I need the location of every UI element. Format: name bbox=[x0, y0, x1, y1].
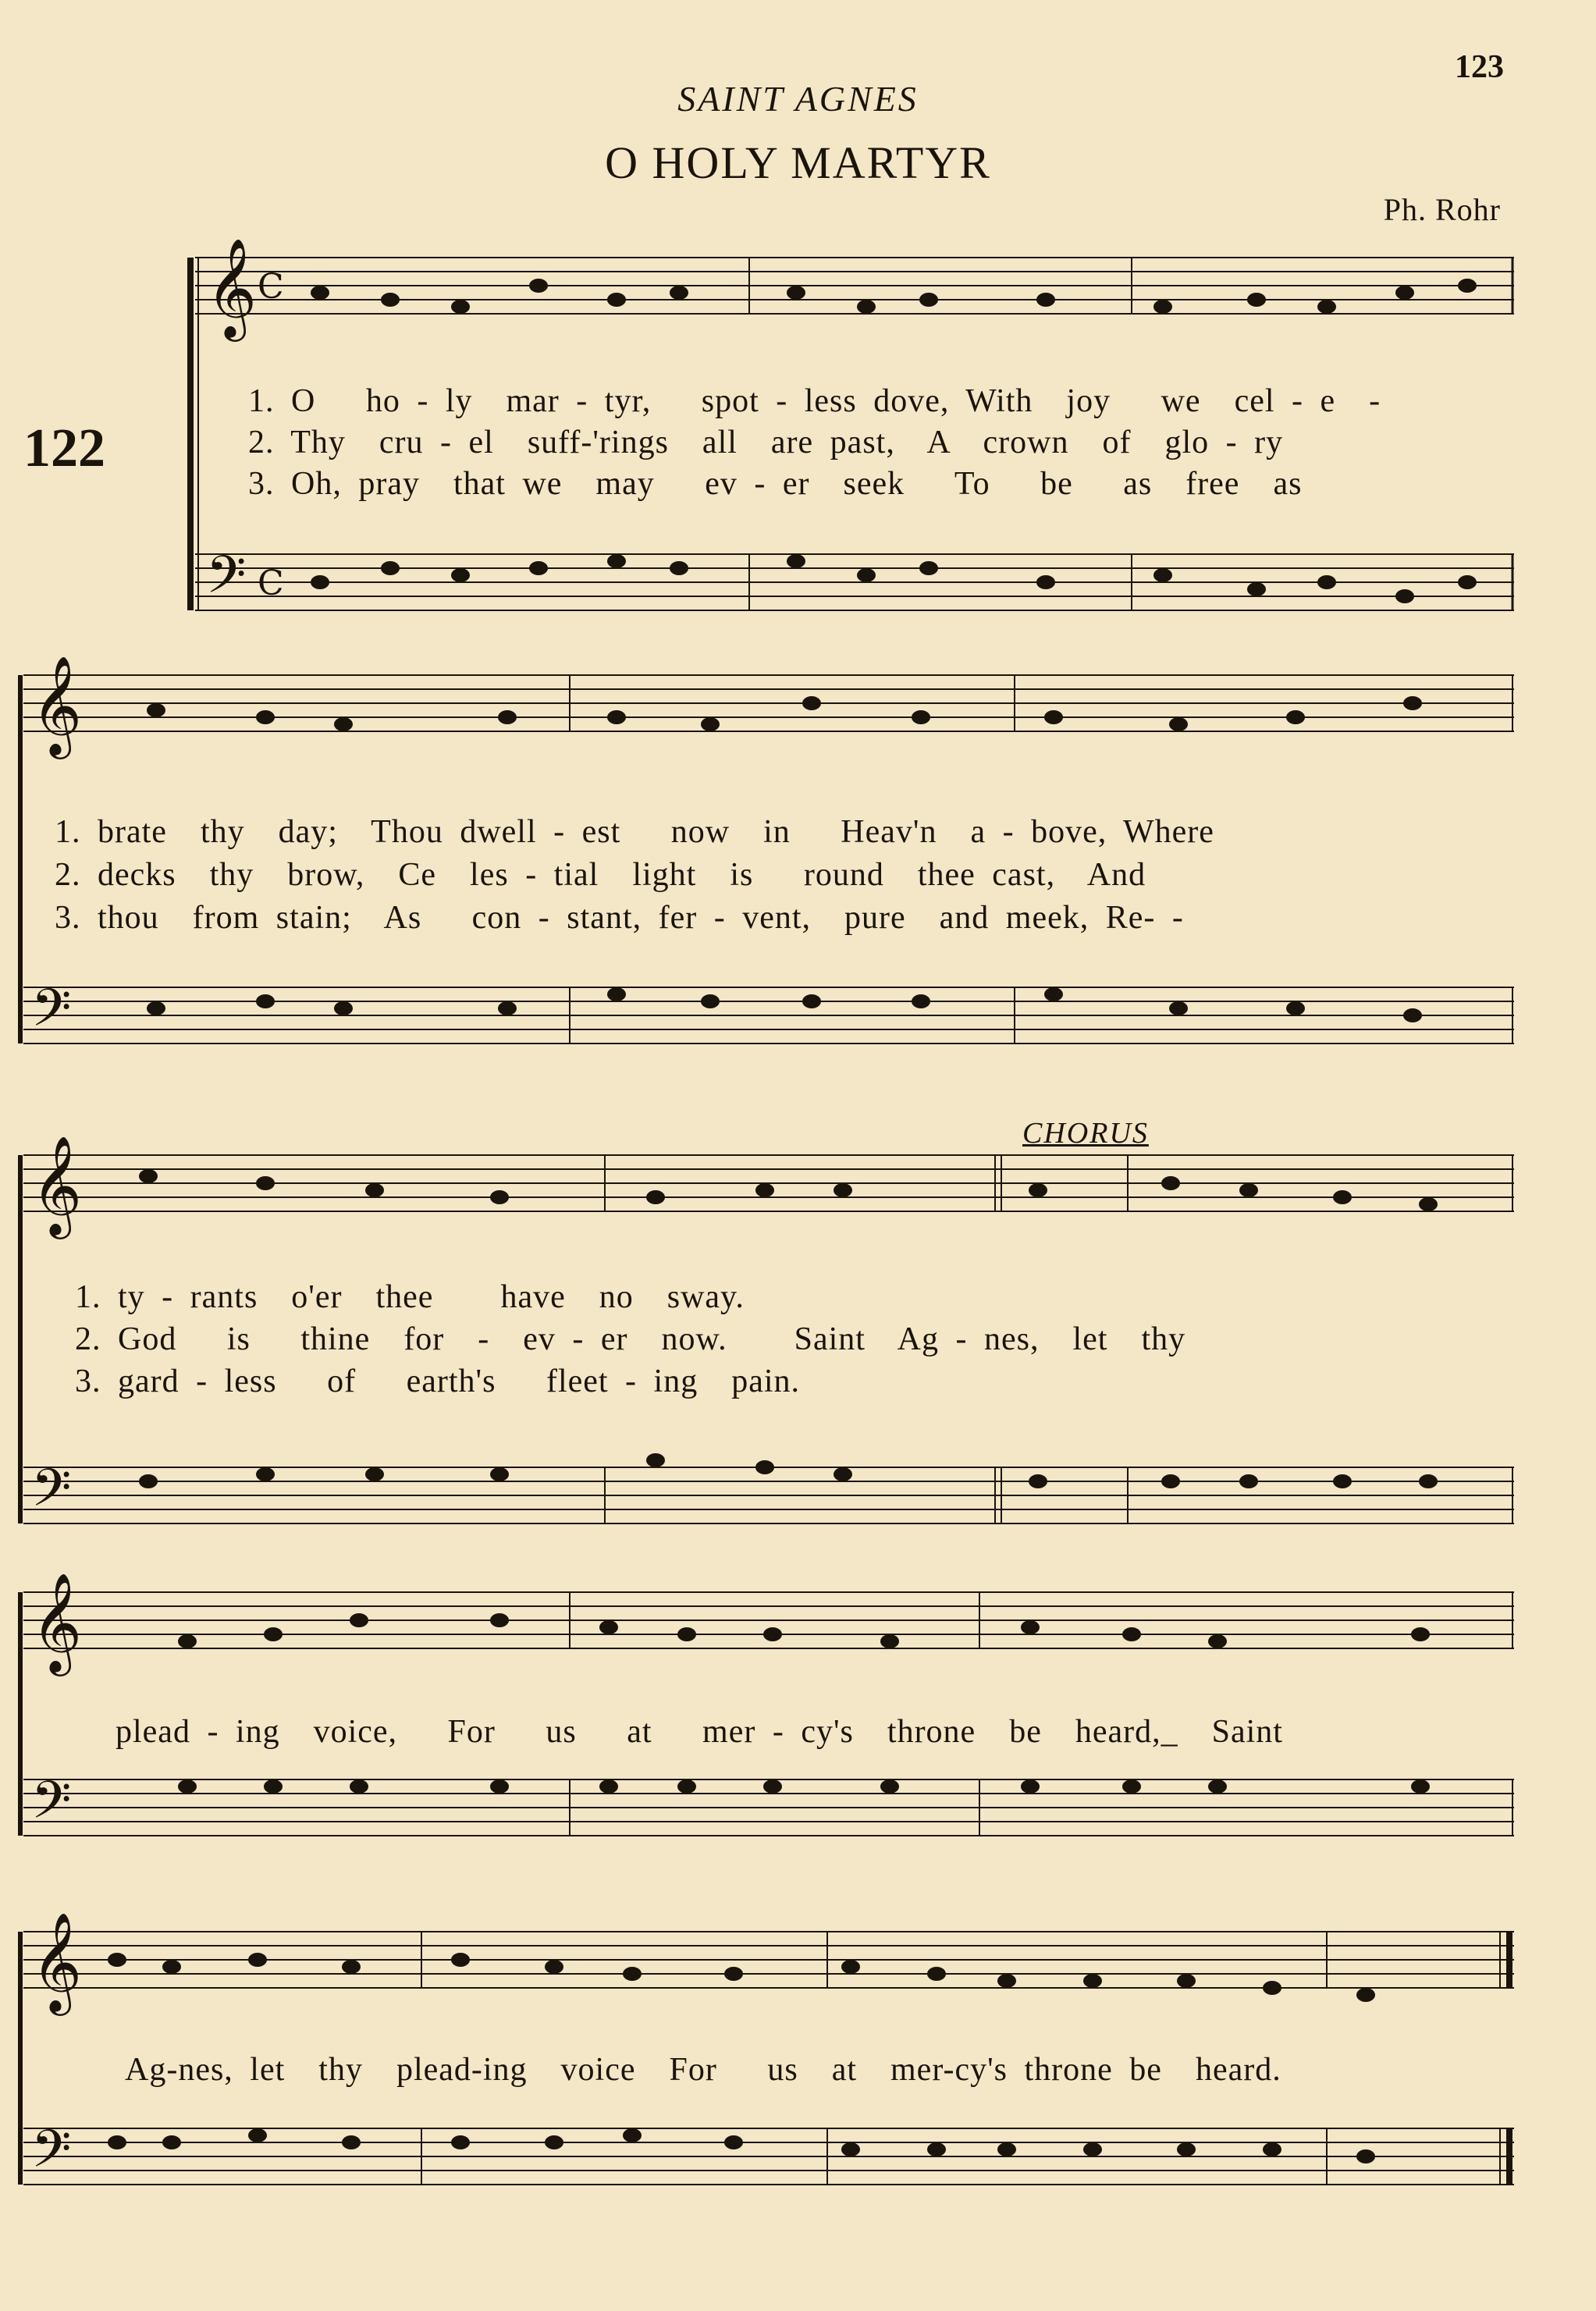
lyric-line-1: Ag-nes, let thy plead-ing voice For us at mer-cy's throne be heard. bbox=[125, 2052, 1281, 2088]
lyric-line-2: 2. Thy cru - el suff-'rings all are past, A crown of glo - ry bbox=[248, 425, 1284, 460]
svg-text:𝄞: 𝄞 bbox=[31, 1911, 83, 2011]
tune-name: SAINT AGNES bbox=[677, 79, 919, 119]
lyric-line-1: 1. brate thy day; Thou dwell - est now in Heav'n a - bove, Where bbox=[55, 814, 1214, 850]
lyric-line-2: 2. God is thine for - ev - er now. Saint Ag - nes, let thy bbox=[75, 1321, 1186, 1357]
lyric-line-1: plead - ing voice, For us at mer - cy's throne be heard,_ Saint bbox=[116, 1714, 1283, 1750]
svg-text:C: C bbox=[258, 267, 284, 307]
svg-text:𝄞: 𝄞 bbox=[206, 237, 258, 337]
lyric-line-3: 3. gard - less of earth's fleet - ing pain. bbox=[75, 1363, 801, 1399]
composer: Ph. Rohr bbox=[1383, 192, 1501, 227]
svg-text:𝄢: 𝄢 bbox=[31, 1458, 72, 1531]
lyric-line-2: 2. decks thy brow, Ce les - tial light is round thee cast, And bbox=[55, 857, 1146, 893]
hymn-title: O HOLY MARTYR bbox=[605, 137, 991, 188]
lyric-line-3: 3. Oh, pray that we may ev - er seek To be as free as bbox=[248, 466, 1303, 502]
svg-text:𝄞: 𝄞 bbox=[31, 1135, 83, 1235]
svg-text:𝄢: 𝄢 bbox=[31, 2119, 72, 2192]
svg-text:𝄞: 𝄞 bbox=[31, 655, 83, 755]
svg-text:𝄞: 𝄞 bbox=[31, 1572, 83, 1672]
chorus-label: CHORUS bbox=[1022, 1117, 1149, 1150]
svg-text:C: C bbox=[258, 564, 284, 603]
svg-text:𝄢: 𝄢 bbox=[31, 1770, 72, 1843]
lyric-line-3: 3. thou from stain; As con - stant, fer - vent, pure and meek, Re- - bbox=[55, 900, 1184, 936]
lyric-line-1: 1. ty - rants o'er thee have no sway. bbox=[75, 1279, 745, 1315]
hymn-number: 122 bbox=[23, 418, 105, 478]
svg-text:𝄢: 𝄢 bbox=[206, 545, 247, 617]
page-number: 123 bbox=[1455, 49, 1504, 85]
lyric-line-1: 1. O ho - ly mar - tyr, spot - less dove, With joy we cel - e - bbox=[248, 383, 1381, 419]
svg-text:𝄢: 𝄢 bbox=[31, 978, 72, 1051]
